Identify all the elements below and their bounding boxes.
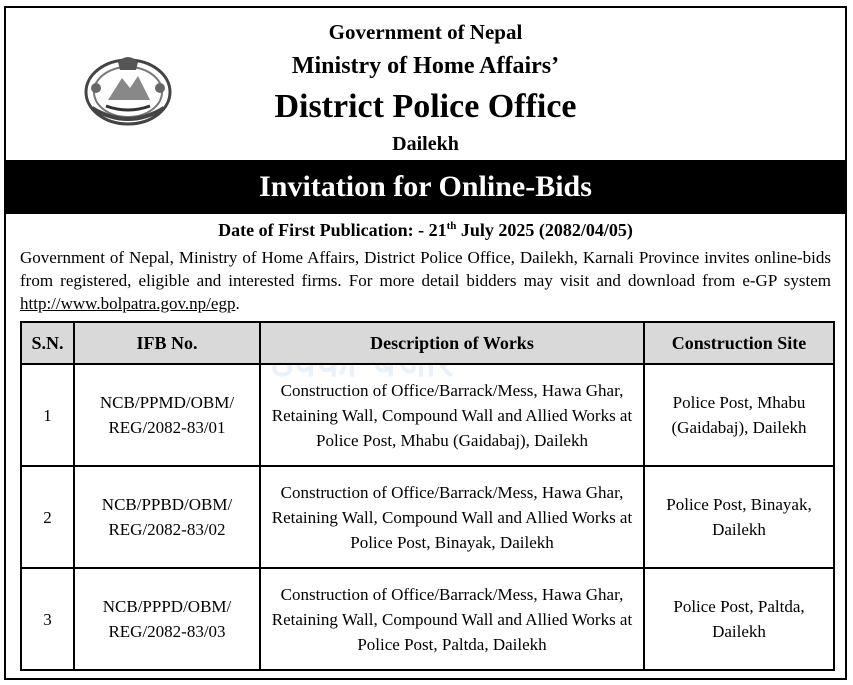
district-title: Dailekh [392, 133, 459, 155]
cell-site: Police Post, Mhabu (Gaidabaj), Dailekh [644, 364, 834, 466]
header-sn: S.N. [21, 322, 74, 364]
cell-description: Construction of Office/Barrack/Mess, Hawa Ghar, Retaining Wall, Compound Wall and Allied Works at Police Post, Mhabu (Gaidabaj), Dailekh [260, 364, 644, 466]
intro-end: . [235, 294, 240, 313]
table-header-row [21, 322, 834, 364]
government-title: Government of Nepal [328, 20, 523, 44]
publication-date-suffix: th [446, 220, 457, 232]
intro-text: Government of Nepal, Ministry of Home Affairs, District Police Office, Dailekh, Karnali Province invites online-bids from registered, eligible and interested firms. For more detail bidders may visit and download from e-GP system [20, 248, 831, 290]
header-ifb: IFB No. [74, 322, 260, 364]
cell-site: Police Post, Binayak, Dailekh [644, 466, 834, 568]
cell-description: Construction of Office/Barrack/Mess, Hawa Ghar, Retaining Wall, Compound Wall and Allied Works at Police Post, Binayak, Dailekh [260, 466, 644, 568]
cell-ifb: NCB/PPMD/OBM/ REG/2082-83/01 [74, 364, 260, 466]
egp-link[interactable]: http://www.bolpatra.gov.np/egp [20, 294, 236, 313]
cell-description: Construction of Office/Barrack/Mess, Hawa Ghar, Retaining Wall, Compound Wall and Allied Works at Police Post, Paltda, Dailekh [260, 568, 644, 670]
ministry-title: Ministry of Home Affairs’ [291, 53, 560, 79]
bids-table [20, 321, 835, 671]
office-title: District Police Office [274, 88, 577, 125]
table-row [21, 568, 834, 670]
publication-date-rest: July 2025 (2082/04/05) [456, 220, 633, 240]
header-site: Construction Site [644, 322, 834, 364]
cell-ifb: NCB/PPPD/OBM/ REG/2082-83/03 [74, 568, 260, 670]
cell-sn: 3 [21, 568, 74, 670]
notice-header [6, 8, 845, 160]
cell-sn: 2 [21, 466, 74, 568]
header-description: Description of Works [260, 322, 644, 364]
table-row [21, 466, 834, 568]
intro-paragraph [20, 246, 831, 315]
cell-ifb: NCB/PPBD/OBM/ REG/2082-83/02 [74, 466, 260, 568]
publication-date-label: Date of First Publication: - 21 [218, 220, 447, 240]
notice-frame [4, 6, 847, 680]
publication-date [6, 220, 845, 241]
cell-sn: 1 [21, 364, 74, 466]
notice-banner: Invitation for Online-Bids [6, 160, 845, 214]
table-row [21, 364, 834, 466]
cell-site: Police Post, Paltda, Dailekh [644, 568, 834, 670]
